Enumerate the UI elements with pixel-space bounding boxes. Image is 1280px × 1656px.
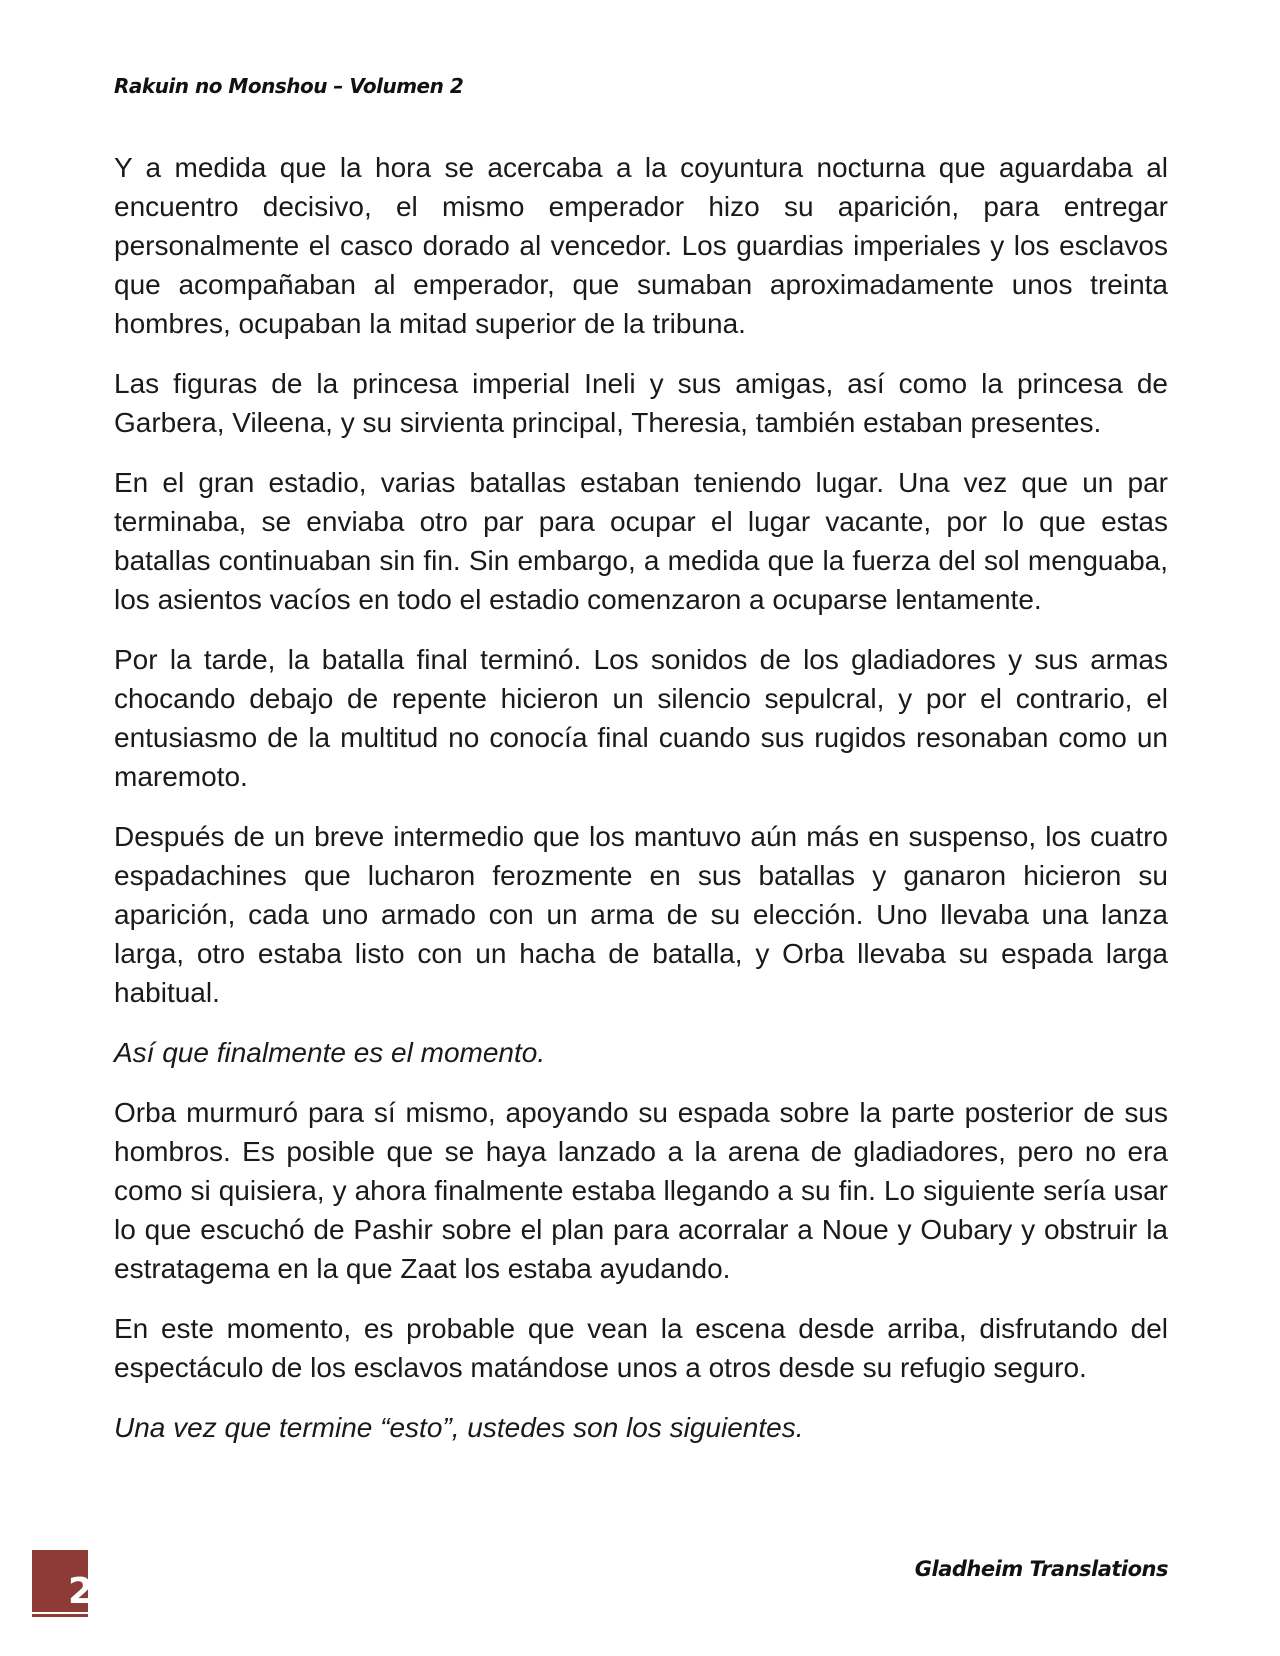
- footer-credit: Gladheim Translations: [914, 1557, 1168, 1581]
- paragraph: Por la tarde, la batalla final terminó. Los sonidos de los gladiadores y sus armas chocando debajo de repente hicieron un silencio sepulcral, y por el contrario, el entusiasmo de la multitud no conocía final cuando sus rugidos resonaban como un maremoto.: [114, 644, 1168, 792]
- italic-thought: Una vez que termine “esto”, ustedes son los siguientes.: [114, 1412, 804, 1443]
- paragraph: Después de un breve intermedio que los mantuvo aún más en suspenso, los cuatro espadachines que lucharon ferozmente en sus batallas y ganaron hicieron su aparición, cada uno armado con un arma de su elección. Uno llevaba una lanza larga, otro estaba listo con un hacha de batalla, y Orba llevaba su espada larga habitual.: [114, 821, 1168, 1008]
- page-number-underline: [32, 1614, 88, 1617]
- italic-thought: Así que finalmente es el momento.: [114, 1037, 546, 1068]
- paragraph: En el gran estadio, varias batallas estaban teniendo lugar. Una vez que un par terminaba, se enviaba otro par para ocupar el lugar vacante, por lo que estas batallas continuaban sin fin. Sin embargo, a medida que la fuerza del sol menguaba, los asientos vacíos en todo el estadio comenzaron a ocuparse lentamente.: [114, 467, 1168, 615]
- paragraph: Las figuras de la princesa imperial Ineli y sus amigas, así como la princesa de Garbera, Vileena, y su sirvienta principal, Theresia, también estaban presentes.: [114, 368, 1168, 438]
- paragraph: En este momento, es probable que vean la escena desde arriba, disfrutando del espectáculo de los esclavos matándose unos a otros desde su refugio seguro.: [114, 1313, 1168, 1383]
- paragraph: Orba murmuró para sí mismo, apoyando su espada sobre la parte posterior de sus hombros. Es posible que se haya lanzado a la arena de gladiadores, pero no era como si quisiera, y ahora finalmente estaba llegando a su fin. Lo siguiente sería usar lo que escuchó de Pashir sobre el plan para acorralar a Noue y Oubary y obstruir la estratagema en la que Zaat los estaba ayudando.: [114, 1097, 1168, 1284]
- page-number: 2: [68, 1571, 94, 1612]
- running-header: Rakuin no Monshou – Volumen 2: [114, 74, 464, 98]
- body-text: [114, 148, 1168, 1468]
- paragraph: Y a medida que la hora se acercaba a la coyuntura nocturna que aguardaba al encuentro decisivo, el mismo emperador hizo su aparición, para entregar personalmente el casco dorado al vencedor. Los guardias imperiales y los esclavos que acompañaban al emperador, que sumaban aproximadamente unos treinta hombres, ocupaban la mitad superior de la tribuna.: [114, 152, 1168, 339]
